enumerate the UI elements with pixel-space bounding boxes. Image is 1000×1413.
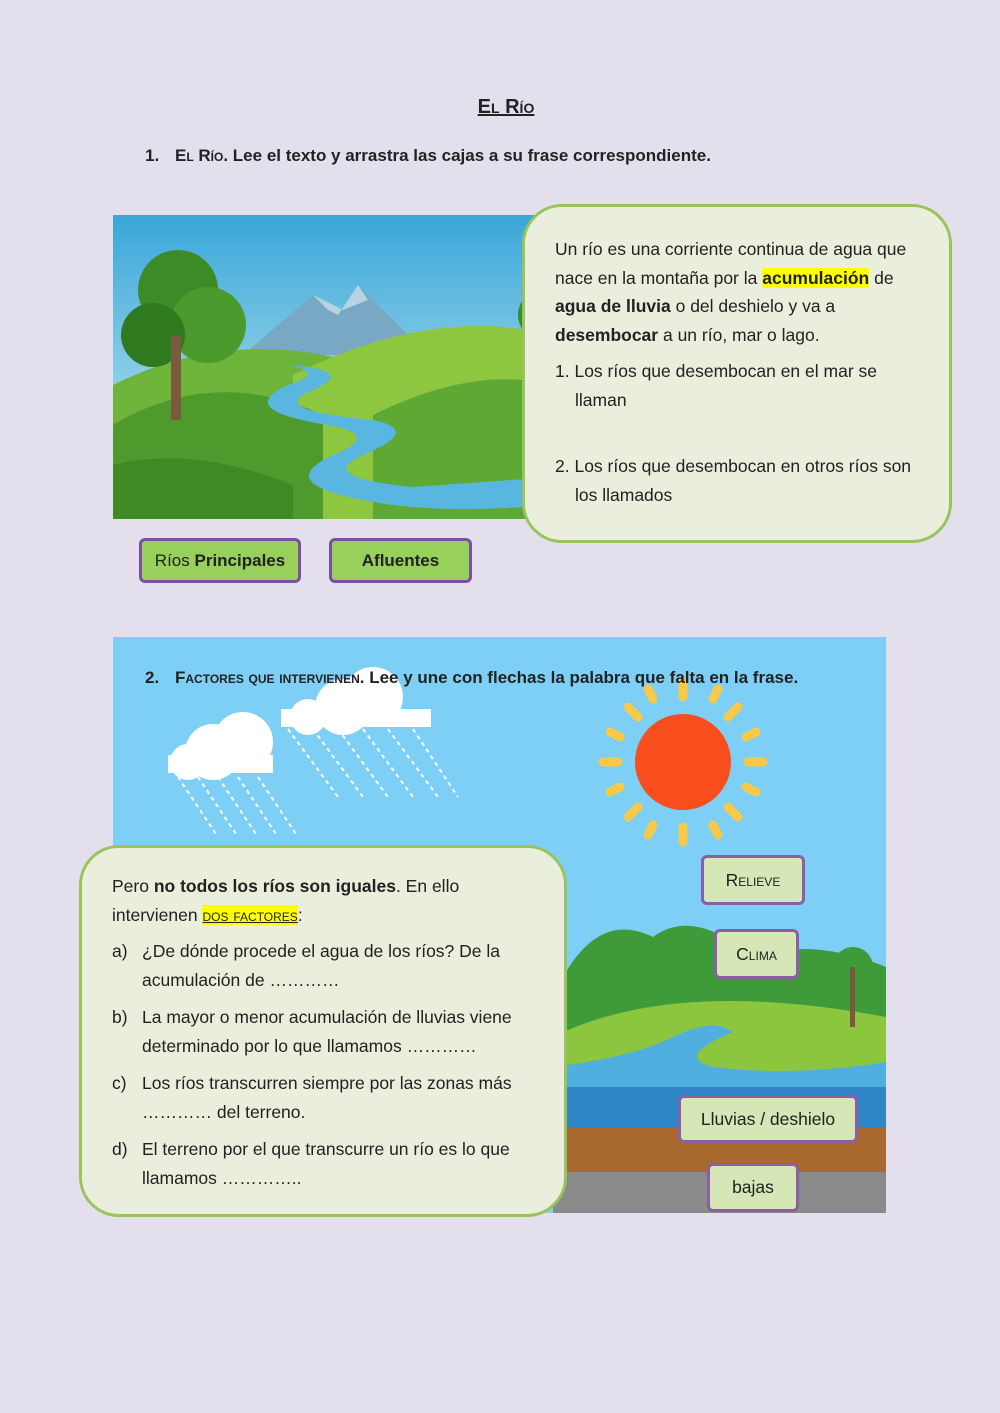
highlight-acumulacion: acumulación (762, 267, 870, 288)
item-text: ¿De dónde procede el agua de los ríos? De la acumulación de ………… (142, 941, 501, 990)
exercise-1-instruction: Lee el texto y arrastra las cajas a su frase correspondiente. (232, 146, 711, 165)
exercise-1-number: 1. (145, 146, 160, 165)
question-list (555, 357, 925, 509)
drag-tile-rios-principales[interactable] (139, 538, 301, 583)
highlight-dos-factores: dos factores (202, 904, 298, 925)
tile-principales-text: Principales (194, 551, 286, 570)
definition-text-3: o del deshielo y va a (670, 296, 836, 316)
intro-text-3: : (297, 904, 303, 925)
intro-bold: no todos los ríos son iguales (153, 876, 396, 896)
item-letter: b) (112, 1007, 128, 1027)
item-text: El terreno por el que transcurre un río es lo que llamamos ………….. (142, 1139, 510, 1188)
factor-item-c (112, 1069, 542, 1126)
item-letter: a) (112, 941, 128, 961)
item-text: Los ríos transcurren siempre por las zonas más ………… del terreno. (142, 1073, 512, 1122)
question-2: 2. Los ríos que desembocan en otros ríos son los llamados (555, 456, 912, 505)
exercise-1-heading (145, 146, 711, 166)
factors-list (112, 937, 542, 1192)
definition-text-1: Un río es una corriente continua de agua que nace en la montaña por la (555, 239, 907, 288)
match-tile-relieve[interactable]: Relieve (701, 855, 805, 905)
river-landscape-illustration (113, 215, 553, 519)
factor-item-d (112, 1135, 542, 1192)
definition-text-4: a un río, mar o lago. (658, 324, 820, 345)
exercise-2-instruction: Lee y une con flechas la palabra que falta en la frase. (369, 668, 799, 687)
bold-desembocar: desembocar (555, 324, 659, 345)
factor-item-b (112, 1003, 542, 1060)
item-letter: d) (112, 1139, 128, 1159)
factor-item-a (112, 937, 542, 994)
factors-intro (112, 872, 542, 929)
page-title: El Río (477, 96, 535, 118)
exercise-1-topic: El Río. (175, 146, 229, 165)
definition-text-2: de (869, 267, 894, 288)
question-1: 1. Los ríos que desembocan en el mar se llaman (555, 361, 877, 410)
item-text: La mayor o menor acumulación de lluvias viene determinado por lo que llamamos ………… (142, 1007, 512, 1056)
river-definition-text (555, 235, 925, 349)
match-tile-lluvias-deshielo[interactable]: Lluvias / deshielo (678, 1095, 858, 1143)
exercise-2-number: 2. (145, 668, 160, 687)
match-tile-bajas[interactable]: bajas (707, 1163, 799, 1212)
drag-tile-afluentes[interactable]: Afluentes (329, 538, 472, 583)
match-tile-clima[interactable]: Clima (714, 929, 799, 979)
exercise-2-heading (145, 668, 798, 688)
intro-text-2: . En ello intervienen (112, 876, 460, 925)
river-definition-bubble (522, 204, 952, 543)
intro-text-1: Pero (112, 876, 154, 896)
exercise-2-topic: Factores que intervienen. (175, 668, 365, 687)
tile-rios-text: Ríos (154, 551, 195, 570)
item-letter: c) (112, 1073, 127, 1093)
bold-agua-de-lluvia: agua de lluvia (555, 296, 671, 316)
factors-bubble (79, 845, 567, 1217)
